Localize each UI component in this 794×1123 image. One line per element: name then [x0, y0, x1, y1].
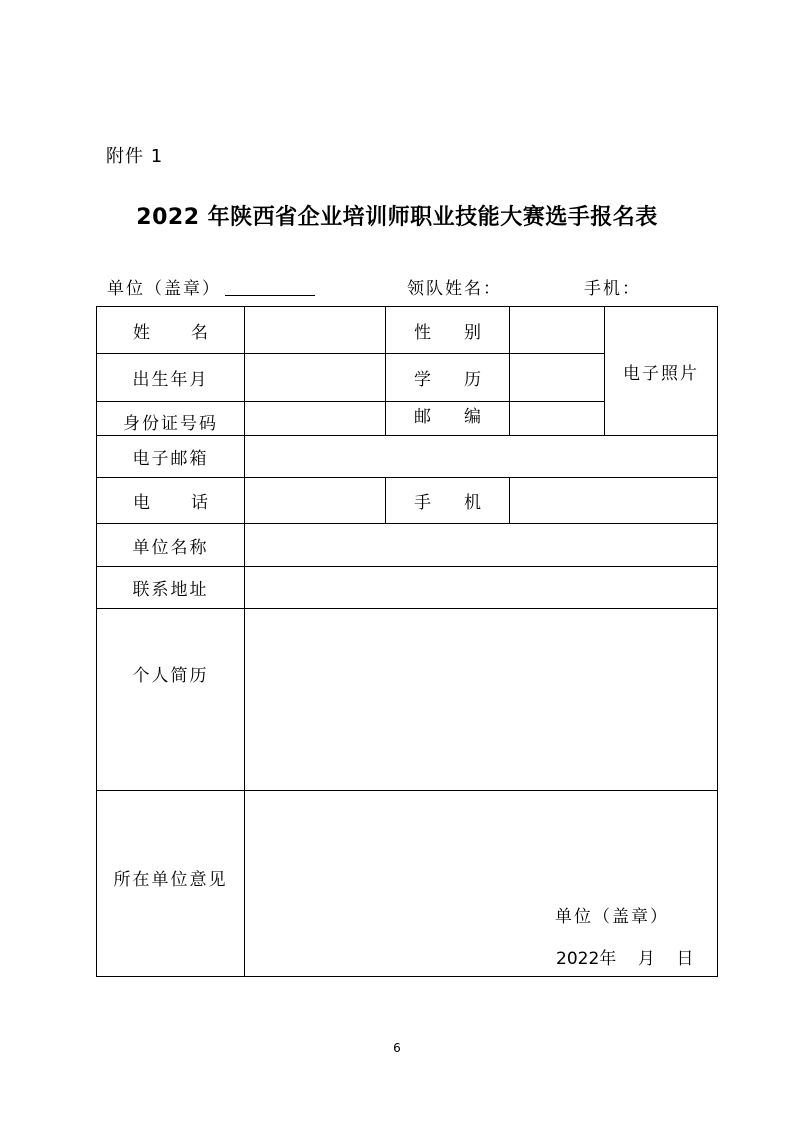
seal-label: 单位（盖章） [555, 907, 669, 927]
unit-name-label: 单位名称 [132, 537, 209, 558]
name-field[interactable] [245, 307, 385, 353]
id-number-label: 身份证号码 [123, 414, 218, 434]
phone-label: 手机： [584, 279, 641, 299]
id-number-field[interactable] [245, 402, 385, 435]
name-label: 姓 名 [133, 322, 208, 343]
team-leader-label: 领队姓名： [407, 279, 502, 299]
photo-cell[interactable] [605, 307, 717, 435]
email-label: 电子邮箱 [132, 449, 209, 469]
birth-field[interactable] [245, 354, 385, 401]
page-title: 2022 年陕西省企业培训师职业技能大赛选手报名表 [136, 205, 658, 230]
resume-label: 个人简历 [132, 665, 209, 686]
unit-opinion-field[interactable] [245, 791, 717, 896]
unit-seal-underline[interactable] [225, 295, 315, 296]
mobile-label: 手 机 [414, 493, 481, 513]
address-field[interactable] [245, 567, 717, 608]
education-label: 学 历 [414, 370, 481, 390]
unit-opinion-label: 所在单位意见 [113, 869, 228, 890]
email-field[interactable] [245, 436, 717, 477]
gender-label: 性 别 [414, 322, 481, 343]
resume-field[interactable] [245, 609, 717, 790]
mobile-field[interactable] [510, 478, 717, 523]
unit-name-field[interactable] [245, 524, 717, 566]
telephone-field[interactable] [245, 478, 385, 523]
photo-label: 电子照片 [623, 363, 699, 384]
postcode-field[interactable] [510, 402, 604, 435]
gender-field[interactable] [510, 307, 604, 353]
date-label: 2022年 月 日 [556, 949, 694, 969]
address-label: 联系地址 [132, 580, 209, 600]
page-number: 6 [393, 1041, 401, 1055]
postcode-label: 邮 编 [414, 406, 481, 427]
telephone-label: 电 话 [133, 493, 208, 513]
attachment-label: 附件 1 [106, 146, 164, 167]
birth-label: 出生年月 [132, 370, 209, 390]
unit-seal-label: 单位（盖章） [107, 279, 221, 299]
table-border-bottom [96, 976, 718, 977]
table-border-right [717, 306, 718, 977]
education-field[interactable] [510, 354, 604, 401]
